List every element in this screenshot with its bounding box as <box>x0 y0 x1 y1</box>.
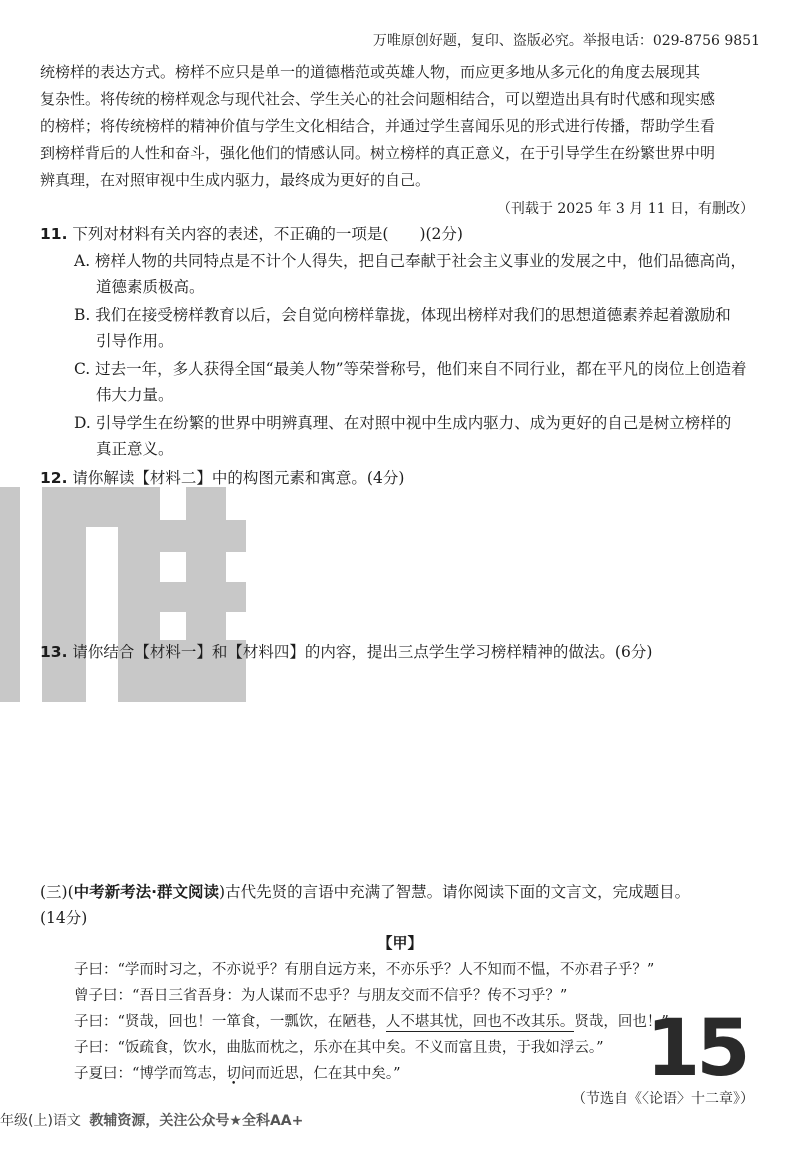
section-3-tag: 中考新考法·群文阅读 <box>73 883 220 901</box>
question-number: 11. <box>40 225 68 243</box>
option-d-cont: 真正意义。 <box>96 440 174 458</box>
page-number: 15 <box>646 1004 747 1094</box>
option-c: C. 过去一年，多人获得全国“最美人物”等荣誉称号，他们来自不同行业，都在平凡的岗位上创造着 <box>74 360 747 378</box>
underlined-sentence: 人不堪其忧，回也不改其乐。 <box>385 1014 575 1030</box>
classical-line: 子曰：“学而时习之，不亦说乎？有朋自远方来，不亦乐乎？人不知而不愠，不亦君子乎？” <box>74 962 655 978</box>
passage-line: 到榜样背后的人性和奋斗，强化他们的情感认同。树立榜样的真正意义，在于引导学生在纷繁世界中明 <box>40 144 716 162</box>
classical-line: 子曰：“饭疏食，饮水，曲肱而枕之，乐亦在其中矣。不义而富且贵，于我如浮云。” <box>74 1040 604 1056</box>
option-a-cont: 道德素质极高。 <box>96 278 205 296</box>
passage-line: 统榜样的表达方式。榜样不应只是单一的道德楷范或英雄人物，而应更多地从多元化的角度去展现其 <box>40 63 701 81</box>
option-a: A. 榜样人物的共同特点是不计个人得失，把自己奉献于社会主义事业的发展之中，他们品德高尚， <box>74 252 747 270</box>
dotted-character: 切 <box>226 1066 241 1082</box>
classical-line: 子曰：“贤哉，回也！一箪食，一瓢饮，在陋巷，人不堪其忧，回也不改其乐。贤哉，回也！” <box>74 1014 669 1030</box>
classical-source: （节选自《〈论语〉十二章》） <box>572 1091 754 1107</box>
section-3-score: (14分) <box>40 909 88 927</box>
question-number: 13. <box>40 643 68 661</box>
passage-source: （刊载于 2025 年 3 月 11 日，有删改） <box>496 201 754 217</box>
footer <box>0 1110 303 1130</box>
question-12 <box>40 466 404 488</box>
option-c-cont: 伟大力量。 <box>96 386 174 404</box>
passage-line: 复杂性。将传统的榜样观念与现代社会、学生关心的社会问题相结合，可以塑造出具有时代感和现实感 <box>40 90 716 108</box>
option-d: D. 引导学生在纷繁的世界中明辨真理、在对照中视中生成内驱力、成为更好的自己是树立榜样的 <box>74 414 732 432</box>
question-stem: 请你结合【材料一】和【材料四】的内容，提出三点学生学习榜样精神的做法。(6分) <box>72 643 653 661</box>
option-b-cont: 引导作用。 <box>96 332 174 350</box>
question-number: 12. <box>40 469 68 487</box>
question-stem: 下列对材料有关内容的表述，不正确的一项是( )(2分) <box>72 225 463 243</box>
option-b: B. 我们在接受榜样教育以后，会自觉向榜样靠拢，体现出榜样对我们的思想道德素养起着激励和 <box>74 306 731 324</box>
question-13 <box>40 640 652 662</box>
passage-line: 辨真理，在对照审视中生成内驱力，最终成为更好的自己。 <box>40 171 431 189</box>
classical-line: 曾子曰：“吾日三省吾身：为人谋而不忠乎？与朋友交而不信乎？传不习乎？” <box>74 988 568 1004</box>
question-stem: 请你解读【材料二】中的构图元素和寓意。(4分) <box>72 469 405 487</box>
footer-watermark: 教辅资源，关注公众号★全科AA+ <box>89 1113 304 1129</box>
classical-line: 子夏曰：“博学而笃志，切问而近思，仁在其中矣。” <box>74 1066 401 1082</box>
section-3-lead: (三)(中考新考法·群文阅读)古代先贤的言语中充满了智慧。请你阅读下面的文言文，完成题目。 <box>40 883 691 901</box>
passage-line: 的榜样；将传统榜样的精神价值与学生文化相结合，并通过学生喜闻乐见的形式进行传播，帮助学生看 <box>40 117 716 135</box>
footer-left: 年级(上)语文 <box>0 1113 81 1129</box>
text-a-title: 【甲】 <box>377 934 423 952</box>
header-notice: 万唯原创好题，复印、盗版必究。举报电话：029-8756 9851 <box>372 33 760 49</box>
